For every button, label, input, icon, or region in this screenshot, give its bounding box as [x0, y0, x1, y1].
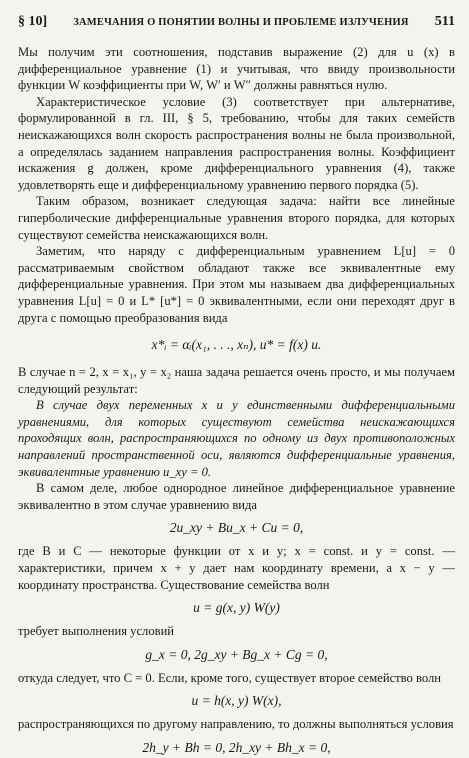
equation: u = g(x, y) W(y)	[193, 600, 280, 616]
paragraph: требует выполнения условий	[18, 624, 175, 639]
paragraph: откуда следует, что C = 0. Если, кроме того, существует второе семейство волн	[18, 670, 441, 685]
equation: u = h(x, y) W(x),	[191, 693, 282, 709]
page-number: 511	[434, 14, 455, 29]
paragraph: Заметим, что наряду с дифференциальным уравнением L[u] = 0 рассматриваемым свойством обладают также все эквивалентные ему дифференциальные уравнения. При этом мы называем два дифференциальных уравнения L[u] = 0 и L* [u*] = 0 эквивалентными, если они переходят друг в друга с помощью преобразования вида	[18, 244, 455, 325]
equation: x*ᵢ = αᵢ(x₁, . . ., xₙ), u* = f(x) u.	[151, 337, 322, 353]
paragraph: где B и C — некоторые функции от x и y; x = const. и y = const. — характеристики, причем x + y дает нам координату времени, а x − y — координату пространства. Существование семейства волн	[18, 544, 455, 592]
paragraph: Таким образом, возникает следующая задача: найти все линейные гиперболические дифференциальные уравнения второго порядка, для которых существуют семейства неискажающихся волн.	[18, 194, 455, 242]
paragraph: распространяющихся по другому направлению, то должны выполняться условия	[18, 717, 454, 732]
running-header	[18, 14, 455, 36]
paragraph: Характеристическое условие (3) соответствует при альтернативе, формулированной в гл. III, § 5, требованию, чтобы для таких семейств неискажающихся волн скорость распространения волны не была произвольной, а определялась заданием направления распространения волны. Коэффициент искажения g должен, кроме дифференциального уравнения (4), также удовлетворять еще и дифференциальному уравнению первого порядка (5).	[18, 94, 455, 192]
paragraph: В случае n = 2, x = x₁, y = x₂ наша задача решается очень просто, и мы получаем следующий результат:	[18, 365, 455, 396]
equation: 2h_y + Bh = 0, 2h_xy + Bh_x = 0,	[142, 740, 331, 755]
theorem-statement: В случае двух переменных x и y единственными дифференциальными уравнениями, для которых существуют семейства неискажающихся проходящих волн, распространяющихся по одному из двух противоположных направлений пространственной оси, являются дифференциальные уравнения, эквивалентные уравнению u_xy = 0.	[18, 398, 455, 479]
paragraph: В самом деле, любое однородное линейное дифференциальное уравнение эквивалентно в этом случае уравнению вида	[18, 481, 455, 512]
equation: g_x = 0, 2g_xy + Bg_x + Cg = 0,	[145, 646, 328, 662]
chapter-title: ЗАМЕЧАНИЯ О ПОНЯТИИ ВОЛНЫ И ПРОБЛЕМЕ ИЗЛУЧЕНИЯ	[73, 17, 409, 28]
equation: 2u_xy + Bu_x + Cu = 0,	[169, 520, 304, 536]
section-marker: § 10]	[18, 14, 48, 29]
paragraph: Мы получим эти соотношения, подставив выражение (2) для u (x) в дифференциальное уравнение (1) и учитывая, что ввиду произвольности функции W коэффициенты при W, W′ и W″ должны равняться нулю.	[18, 45, 455, 93]
